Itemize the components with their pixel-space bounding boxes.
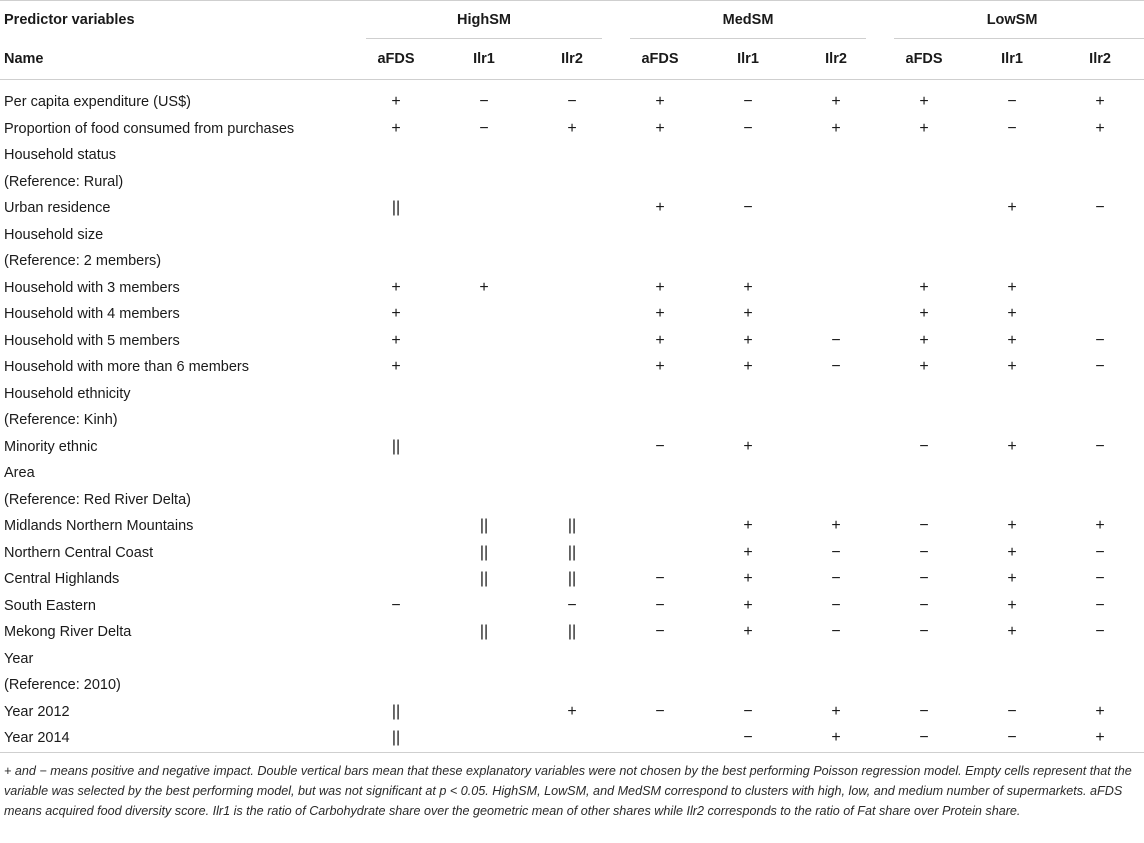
effect-cell: + bbox=[1007, 199, 1017, 217]
effect-cell: + bbox=[743, 305, 753, 323]
table-row bbox=[0, 646, 1144, 673]
effect-cell bbox=[880, 460, 968, 487]
effect-cell bbox=[440, 354, 528, 381]
effect-cell: || bbox=[567, 623, 577, 641]
table-row bbox=[0, 142, 1144, 169]
effect-cell bbox=[1056, 672, 1144, 699]
effect-cell bbox=[616, 672, 704, 699]
effect-cell: + bbox=[391, 305, 401, 323]
row-label: (Reference: Rural) bbox=[4, 173, 124, 190]
effect-cell bbox=[792, 142, 880, 169]
effect-cell bbox=[528, 725, 616, 752]
effect-cell bbox=[440, 301, 528, 328]
effect-cell: − bbox=[1095, 331, 1105, 349]
effect-cell bbox=[792, 407, 880, 434]
effect-cell bbox=[968, 487, 1056, 514]
effect-cell bbox=[352, 222, 440, 249]
effect-cell bbox=[352, 248, 440, 275]
effect-cell: − bbox=[479, 93, 489, 111]
table-row bbox=[0, 434, 1144, 461]
effect-cell: + bbox=[391, 119, 401, 137]
effect-cell: || bbox=[567, 517, 577, 535]
effect-cell bbox=[352, 619, 440, 646]
effect-cell bbox=[968, 381, 1056, 408]
effect-cell: − bbox=[1095, 596, 1105, 614]
table-row bbox=[0, 540, 1144, 567]
effect-cell: − bbox=[1007, 93, 1017, 111]
row-label: Household with 4 members bbox=[4, 306, 180, 323]
effect-cell: + bbox=[391, 93, 401, 111]
effect-cell: + bbox=[919, 119, 929, 137]
effect-cell: − bbox=[919, 596, 929, 614]
effect-cell bbox=[792, 195, 880, 222]
row-label: Area bbox=[4, 465, 35, 482]
effect-cell bbox=[352, 460, 440, 487]
effect-cell: − bbox=[831, 543, 841, 561]
effect-cell bbox=[440, 593, 528, 620]
effect-cell bbox=[704, 142, 792, 169]
effect-cell bbox=[528, 195, 616, 222]
effect-cell: − bbox=[1095, 199, 1105, 217]
effect-cell bbox=[792, 434, 880, 461]
effect-cell: − bbox=[655, 596, 665, 614]
effect-cell: + bbox=[743, 596, 753, 614]
effect-cell bbox=[616, 725, 704, 752]
effect-cell bbox=[792, 646, 880, 673]
effect-cell bbox=[440, 328, 528, 355]
effect-cell bbox=[792, 672, 880, 699]
effect-cell bbox=[528, 328, 616, 355]
effect-cell bbox=[704, 672, 792, 699]
table-row bbox=[0, 301, 1144, 328]
effect-cell bbox=[440, 195, 528, 222]
col-header: aFDS bbox=[616, 39, 704, 80]
effect-cell bbox=[352, 381, 440, 408]
table-row bbox=[0, 487, 1144, 514]
effect-cell: + bbox=[655, 358, 665, 376]
effect-cell bbox=[880, 381, 968, 408]
table-row bbox=[0, 672, 1144, 699]
effect-cell bbox=[616, 540, 704, 567]
effect-cell: + bbox=[1007, 570, 1017, 588]
effect-cell bbox=[352, 646, 440, 673]
row-label: Midlands Northern Mountains bbox=[4, 518, 194, 535]
row-label: Per capita expenditure (US$) bbox=[4, 94, 191, 111]
col-header: aFDS bbox=[352, 39, 440, 80]
effect-cell bbox=[440, 248, 528, 275]
effect-cell bbox=[528, 354, 616, 381]
effect-cell bbox=[528, 301, 616, 328]
row-label: Year 2012 bbox=[4, 703, 70, 720]
effect-cell bbox=[440, 434, 528, 461]
effect-cell bbox=[968, 407, 1056, 434]
effect-cell: + bbox=[792, 725, 880, 752]
effect-cell bbox=[616, 487, 704, 514]
effect-cell bbox=[792, 460, 880, 487]
effect-cell: + bbox=[831, 93, 841, 111]
effect-cell: || bbox=[391, 702, 401, 720]
effect-cell bbox=[968, 248, 1056, 275]
effect-cell: + bbox=[1056, 725, 1144, 752]
effect-cell: − bbox=[919, 702, 929, 720]
table-row bbox=[0, 593, 1144, 620]
effect-cell bbox=[792, 275, 880, 302]
subcolumn-header-row bbox=[0, 39, 1144, 80]
effect-cell bbox=[616, 248, 704, 275]
effect-cell: − bbox=[919, 517, 929, 535]
effect-cell: + bbox=[391, 278, 401, 296]
effect-cell bbox=[528, 169, 616, 196]
effect-cell bbox=[528, 434, 616, 461]
effect-cell bbox=[880, 248, 968, 275]
effect-cell: − bbox=[880, 725, 968, 752]
effect-cell: + bbox=[919, 278, 929, 296]
effect-cell bbox=[352, 169, 440, 196]
effect-cell: || bbox=[479, 570, 489, 588]
row-label: Household with 3 members bbox=[4, 279, 180, 296]
effect-cell: + bbox=[1007, 331, 1017, 349]
group-header-row bbox=[0, 1, 1144, 40]
effect-cell: − bbox=[968, 725, 1056, 752]
effect-cell: + bbox=[919, 358, 929, 376]
effect-cell bbox=[528, 222, 616, 249]
effect-cell bbox=[968, 222, 1056, 249]
effect-cell bbox=[1056, 222, 1144, 249]
effect-cell bbox=[880, 407, 968, 434]
col-header: aFDS bbox=[880, 39, 968, 80]
effect-cell bbox=[1056, 381, 1144, 408]
table-row bbox=[0, 169, 1144, 196]
effect-cell bbox=[880, 169, 968, 196]
row-label: Household with 5 members bbox=[4, 332, 180, 349]
table-row bbox=[0, 222, 1144, 249]
effect-cell bbox=[352, 407, 440, 434]
effect-cell bbox=[968, 169, 1056, 196]
effect-cell bbox=[880, 195, 968, 222]
effect-cell bbox=[704, 381, 792, 408]
effect-cell: + bbox=[919, 93, 929, 111]
col-header: Ilr1 bbox=[704, 39, 792, 80]
effect-cell bbox=[968, 460, 1056, 487]
effect-cell bbox=[704, 460, 792, 487]
effect-cell: || bbox=[479, 517, 489, 535]
table-row bbox=[0, 195, 1144, 222]
effect-cell: + bbox=[743, 437, 753, 455]
col-header: Ilr1 bbox=[440, 39, 528, 80]
effect-cell bbox=[1056, 248, 1144, 275]
effect-cell: + bbox=[743, 331, 753, 349]
effect-cell: + bbox=[743, 358, 753, 376]
spacer-cell bbox=[0, 80, 1144, 90]
name-header: Name bbox=[0, 39, 352, 80]
effect-cell: + bbox=[743, 570, 753, 588]
row-label: Household ethnicity bbox=[4, 385, 131, 402]
effect-cell bbox=[616, 142, 704, 169]
effect-cell: − bbox=[831, 358, 841, 376]
effect-cell bbox=[792, 381, 880, 408]
effect-cell: + bbox=[655, 119, 665, 137]
effect-cell: − bbox=[919, 570, 929, 588]
effect-cell: + bbox=[1095, 702, 1105, 720]
effect-cell: + bbox=[1007, 358, 1017, 376]
effect-cell bbox=[616, 460, 704, 487]
effect-cell bbox=[440, 169, 528, 196]
effect-cell: − bbox=[743, 119, 753, 137]
effect-cell bbox=[440, 142, 528, 169]
effect-cell bbox=[528, 248, 616, 275]
effect-cell: + bbox=[1095, 517, 1105, 535]
effect-cell: || bbox=[391, 199, 401, 217]
effect-cell: || bbox=[352, 725, 440, 752]
effect-cell bbox=[440, 460, 528, 487]
row-label: (Reference: Kinh) bbox=[4, 412, 118, 429]
effect-cell bbox=[792, 222, 880, 249]
effect-cell: + bbox=[743, 543, 753, 561]
effect-cell bbox=[880, 646, 968, 673]
effect-cell bbox=[528, 487, 616, 514]
effect-cell: + bbox=[1007, 278, 1017, 296]
effect-cell bbox=[440, 672, 528, 699]
effect-cell: − bbox=[1095, 437, 1105, 455]
row-label: Household status bbox=[4, 147, 117, 164]
effect-cell bbox=[704, 646, 792, 673]
table-row bbox=[0, 460, 1144, 487]
effect-cell bbox=[440, 222, 528, 249]
effect-cell: − bbox=[919, 623, 929, 641]
effect-cell bbox=[880, 222, 968, 249]
effect-cell bbox=[704, 487, 792, 514]
row-label: (Reference: 2010) bbox=[4, 677, 121, 694]
effect-cell: || bbox=[567, 543, 577, 561]
effect-cell bbox=[968, 672, 1056, 699]
effect-cell: + bbox=[743, 623, 753, 641]
row-label: Mekong River Delta bbox=[4, 624, 132, 641]
effect-cell bbox=[440, 381, 528, 408]
effect-cell: + bbox=[1095, 93, 1105, 111]
effect-cell bbox=[352, 672, 440, 699]
col-header: Ilr2 bbox=[1056, 39, 1144, 80]
effect-cell: − bbox=[1095, 570, 1105, 588]
effect-cell bbox=[792, 301, 880, 328]
effect-cell bbox=[704, 169, 792, 196]
effect-cell bbox=[616, 381, 704, 408]
effect-cell: + bbox=[831, 119, 841, 137]
effect-cell bbox=[528, 142, 616, 169]
row-label: Household with more than 6 members bbox=[4, 359, 250, 376]
group-header-lowsm: LowSM bbox=[880, 1, 1144, 40]
effect-cell: − bbox=[391, 596, 401, 614]
effect-cell bbox=[704, 248, 792, 275]
effect-cell bbox=[880, 487, 968, 514]
effect-cell: − bbox=[743, 702, 753, 720]
row-label: Northern Central Coast bbox=[4, 544, 154, 561]
table-row bbox=[0, 328, 1144, 355]
effect-cell: + bbox=[655, 305, 665, 323]
col-header: Ilr2 bbox=[792, 39, 880, 80]
effect-cell bbox=[792, 169, 880, 196]
effect-cell bbox=[440, 407, 528, 434]
effect-cell bbox=[1056, 169, 1144, 196]
row-label: Household size bbox=[4, 226, 104, 243]
effect-cell: || bbox=[479, 543, 489, 561]
effect-cell: − bbox=[479, 119, 489, 137]
effect-cell bbox=[440, 699, 528, 726]
effect-cell: − bbox=[704, 725, 792, 752]
table-row bbox=[0, 619, 1144, 646]
row-label: Urban residence bbox=[4, 200, 111, 217]
effect-cell bbox=[792, 248, 880, 275]
effect-cell bbox=[352, 142, 440, 169]
effect-cell: + bbox=[743, 278, 753, 296]
effect-cell bbox=[792, 487, 880, 514]
table-footnote: + and − means positive and negative impact. Double vertical bars mean that these explanatory variables were not chosen by the best performing Poisson regression model. Empty cells represent that the variable was selected by the best performing model, but was not significant at p < 0.05. HighSM, LowSM, and MedSM correspond to clusters with high, low, and medium number of supermarkets. aFDS means acquired food diversity score. Ilr1 is the ratio of Carbohydrate share over the geometric mean of other shares while Ilr2 corresponds to the ratio of Fat share over Protein share. bbox=[4, 764, 1132, 818]
table-row bbox=[0, 89, 1144, 116]
effect-cell: − bbox=[743, 93, 753, 111]
effect-cell bbox=[616, 513, 704, 540]
effect-cell: + bbox=[1007, 623, 1017, 641]
effect-cell bbox=[968, 646, 1056, 673]
effect-cell: + bbox=[1007, 596, 1017, 614]
effect-cell: || bbox=[479, 623, 489, 641]
row-label: Year bbox=[4, 650, 34, 667]
effect-cell: − bbox=[919, 543, 929, 561]
effect-cell bbox=[1056, 301, 1144, 328]
table-row bbox=[0, 248, 1144, 275]
effect-cell: || bbox=[391, 437, 401, 455]
effect-cell bbox=[1056, 142, 1144, 169]
effect-cell: + bbox=[391, 358, 401, 376]
row-label: (Reference: 2 members) bbox=[4, 253, 162, 270]
row-label: Year 2014 bbox=[0, 725, 352, 752]
effect-cell: + bbox=[743, 517, 753, 535]
effect-cell bbox=[440, 646, 528, 673]
row-label: (Reference: Red River Delta) bbox=[4, 491, 191, 508]
spacer-row bbox=[0, 80, 1144, 90]
row-label: South Eastern bbox=[4, 597, 96, 614]
effect-cell bbox=[616, 169, 704, 196]
effect-cell: − bbox=[1007, 702, 1017, 720]
effect-cell bbox=[528, 672, 616, 699]
effect-cell bbox=[528, 407, 616, 434]
effect-cell bbox=[1056, 646, 1144, 673]
effect-cell: + bbox=[655, 199, 665, 217]
effect-cell: + bbox=[655, 93, 665, 111]
effect-cell: + bbox=[919, 305, 929, 323]
effect-cell: + bbox=[919, 331, 929, 349]
effect-cell bbox=[352, 566, 440, 593]
effect-cell: + bbox=[567, 119, 577, 137]
effect-cell: + bbox=[567, 702, 577, 720]
effect-cell bbox=[352, 487, 440, 514]
effect-cell bbox=[616, 646, 704, 673]
effect-cell: + bbox=[1007, 305, 1017, 323]
effect-cell bbox=[352, 513, 440, 540]
table-body bbox=[0, 80, 1144, 753]
effect-cell: − bbox=[1095, 358, 1105, 376]
effect-cell bbox=[528, 646, 616, 673]
effect-cell: − bbox=[655, 623, 665, 641]
effect-cell: − bbox=[1095, 543, 1105, 561]
effect-cell: − bbox=[831, 570, 841, 588]
effect-cell: + bbox=[655, 331, 665, 349]
effect-cell: + bbox=[831, 702, 841, 720]
effect-cell: + bbox=[1007, 437, 1017, 455]
effect-cell: − bbox=[831, 623, 841, 641]
effect-cell bbox=[880, 142, 968, 169]
effect-cell: − bbox=[919, 437, 929, 455]
predictor-variables-header: Predictor variables bbox=[0, 1, 352, 40]
effect-cell bbox=[704, 407, 792, 434]
effect-cell: − bbox=[655, 437, 665, 455]
row-label: Central Highlands bbox=[4, 571, 120, 588]
effect-cell: + bbox=[479, 278, 489, 296]
table-row bbox=[0, 275, 1144, 302]
table-row bbox=[0, 407, 1144, 434]
effect-cell bbox=[352, 540, 440, 567]
effect-cell bbox=[968, 142, 1056, 169]
effect-cell bbox=[1056, 460, 1144, 487]
effect-cell: − bbox=[655, 702, 665, 720]
table-row bbox=[0, 513, 1144, 540]
effect-cell: − bbox=[567, 93, 577, 111]
table-row bbox=[0, 354, 1144, 381]
row-label: Proportion of food consumed from purchases bbox=[4, 120, 295, 137]
effect-cell: − bbox=[743, 199, 753, 217]
effect-cell bbox=[1056, 407, 1144, 434]
effect-cell: + bbox=[391, 331, 401, 349]
effect-cell: + bbox=[655, 278, 665, 296]
effect-cell: || bbox=[567, 570, 577, 588]
effect-cell bbox=[440, 487, 528, 514]
effect-cell bbox=[1056, 275, 1144, 302]
effect-cell bbox=[704, 222, 792, 249]
effect-cell: + bbox=[831, 517, 841, 535]
effect-cell: − bbox=[567, 596, 577, 614]
effect-cell: − bbox=[655, 570, 665, 588]
effect-cell: − bbox=[831, 331, 841, 349]
table-row bbox=[0, 116, 1144, 143]
effect-cell: − bbox=[831, 596, 841, 614]
effect-cell: + bbox=[1007, 543, 1017, 561]
col-header: Ilr2 bbox=[528, 39, 616, 80]
effect-cell: − bbox=[1007, 119, 1017, 137]
table-row bbox=[0, 566, 1144, 593]
effect-cell: + bbox=[1007, 517, 1017, 535]
col-header: Ilr1 bbox=[968, 39, 1056, 80]
effect-cell bbox=[528, 275, 616, 302]
effect-cell: + bbox=[1095, 119, 1105, 137]
effect-cell bbox=[616, 222, 704, 249]
effect-cell bbox=[440, 725, 528, 752]
group-header-medsm: MedSM bbox=[616, 1, 880, 40]
table-row bbox=[0, 381, 1144, 408]
effect-cell: − bbox=[1095, 623, 1105, 641]
table-row bbox=[0, 699, 1144, 726]
effect-cell bbox=[616, 407, 704, 434]
effect-cell bbox=[1056, 487, 1144, 514]
group-header-highsm: HighSM bbox=[352, 1, 616, 40]
effect-cell bbox=[880, 672, 968, 699]
effect-cell bbox=[528, 460, 616, 487]
row-label: Minority ethnic bbox=[4, 438, 98, 455]
table-row bbox=[0, 725, 1144, 752]
effect-cell bbox=[528, 381, 616, 408]
